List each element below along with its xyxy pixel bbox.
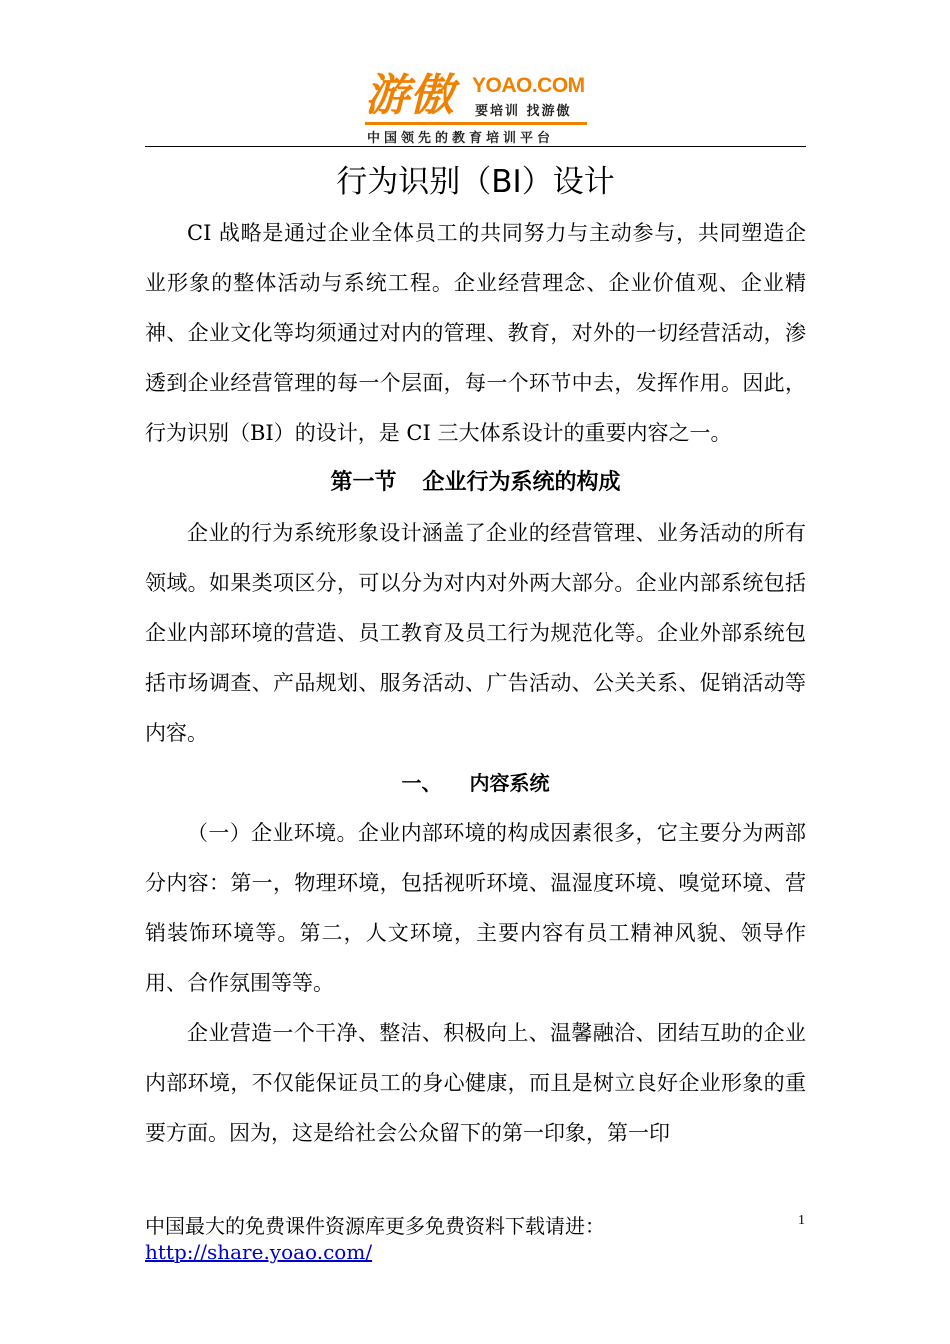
footer bbox=[145, 1213, 745, 1265]
subsection-heading bbox=[145, 758, 806, 808]
document-title: 行为识别（BI）设计 bbox=[336, 164, 615, 200]
logo-domain: YOAO.COM bbox=[472, 74, 585, 97]
subsection-title: 内容系统 bbox=[469, 771, 550, 795]
header-rule bbox=[145, 146, 806, 147]
environment-paragraph: （一）企业环境。企业内部环境的构成因素很多，它主要分为两部分内容：第一，物理环境，包括视听环境、温湿度环境、嗅觉环境、营销装饰环境等。第二，人文环境，主要内容有员工精神风貌、领导作用、合作氛围等等。 bbox=[145, 821, 806, 995]
section-number: 第一节 bbox=[330, 470, 397, 495]
intro-paragraph: CI 战略是通过企业全体员工的共同努力与主动参与，共同塑造企业形象的整体活动与系统工程。企业经营理念、企业价值观、企业精神、企业文化等均须通过对内的管理、教育，对外的一切经营活动，渗透到企业经营管理的每一个层面，每一个环节中去，发挥作用。因此，行为识别（BI）的设计，是 CI 三大体系设计的重要内容之一。 bbox=[145, 221, 806, 445]
logo-brand-cn: 游傲 bbox=[365, 70, 455, 121]
footer-link[interactable]: http://share.yoao.com/ bbox=[145, 1240, 373, 1264]
page-number: 1 bbox=[798, 1213, 805, 1228]
section-title: 企业行为系统的构成 bbox=[422, 470, 621, 495]
environment-building-paragraph: 企业营造一个干净、整洁、积极向上、温馨融洽、团结互助的企业内部环境，不仅能保证员工的身心健康，而且是树立良好企业形象的重要方面。因为，这是给社会公众留下的第一印象，第一印 bbox=[145, 1021, 806, 1145]
logo-tagline: 中国领先的教育培训平台 bbox=[367, 131, 555, 146]
subsection-number: 一、 bbox=[401, 771, 442, 795]
logo-slogan: 要培训 找游傲 bbox=[475, 104, 572, 119]
section-paragraph: 企业的行为系统形象设计涵盖了企业的经营管理、业务活动的所有领域。如果类项区分，可以分为对内对外两大部分。企业内部系统包括企业内部环境的营造、员工教育及员工行为规范化等。企业外部系统包括市场调查、产品规划、服务活动、广告活动、公关关系、促销活动等内容。 bbox=[145, 521, 806, 745]
document-body bbox=[145, 208, 806, 1158]
section-heading bbox=[145, 458, 806, 508]
logo-bar bbox=[365, 122, 587, 125]
footer-text: 中国最大的免费课件资源库更多免费资料下载请进： bbox=[145, 1214, 605, 1238]
yoao-logo bbox=[365, 70, 590, 146]
